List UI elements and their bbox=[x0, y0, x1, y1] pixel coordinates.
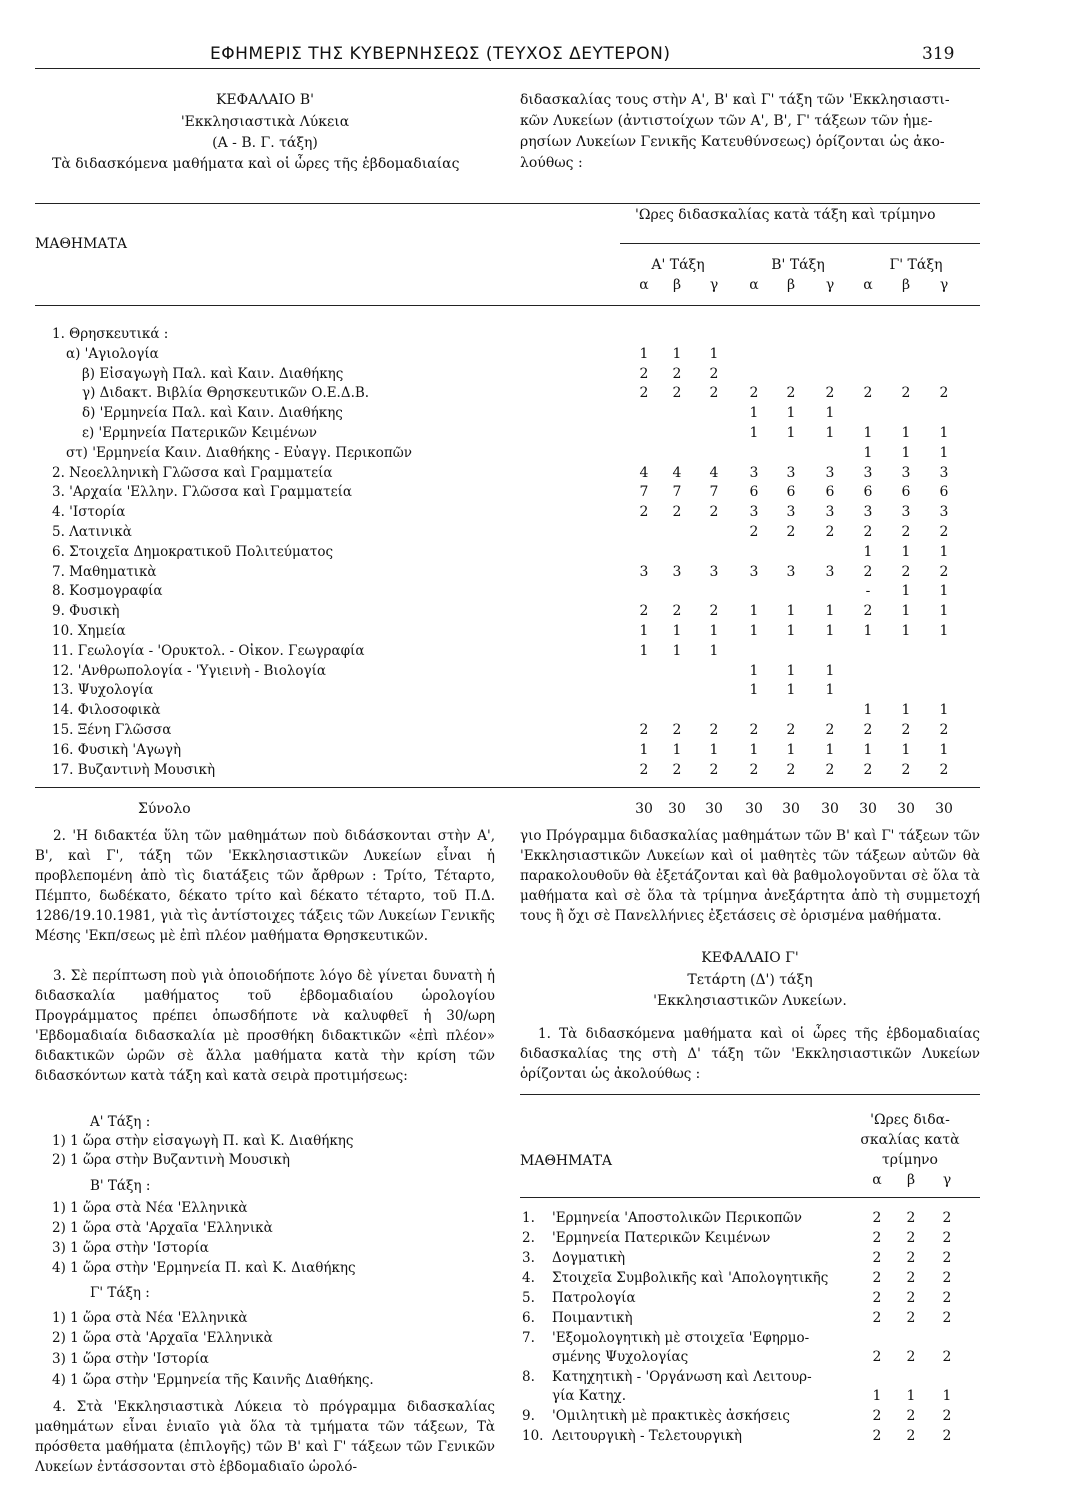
table1-cell: 1 bbox=[672, 623, 682, 639]
table1-row-label: 3. 'Αρχαία 'Ελλην. Γλῶσσα καὶ Γραμματεία bbox=[52, 484, 352, 500]
table1-cell: 3 bbox=[825, 504, 835, 520]
table1-cell: 7 bbox=[709, 484, 719, 500]
table1-cell: 2 bbox=[709, 366, 719, 382]
table1-cell: 2 bbox=[863, 762, 873, 778]
table1-cell: 2 bbox=[825, 722, 835, 738]
table1-cell: 1 bbox=[863, 623, 873, 639]
table1-cell: 2 bbox=[939, 564, 949, 580]
table1-cell: 2 bbox=[901, 385, 911, 401]
table2-cell: 2 bbox=[872, 1230, 882, 1246]
table1-cell: 1 bbox=[901, 623, 911, 639]
table1-cell: 1 bbox=[709, 346, 719, 362]
table2-cell: 2 bbox=[906, 1270, 916, 1286]
table1-cell: 2 bbox=[639, 603, 649, 619]
table1-term-header: γ bbox=[825, 277, 835, 293]
table2-term-header: α bbox=[872, 1172, 882, 1188]
table1-row-label: δ) 'Ερμηνεία Παλ. καὶ Καιν. Διαθήκης bbox=[82, 405, 343, 421]
table2-row-number: 2. bbox=[522, 1230, 535, 1246]
table1-cell: 4 bbox=[709, 465, 719, 481]
chapter-b-intro: Τὰ διδασκόμενα μαθήματα καὶ οἱ ὧρες τῆς ἑβδομαδιαίας bbox=[52, 156, 460, 172]
table2-term-header: β bbox=[906, 1172, 916, 1188]
table1-cell: 2 bbox=[639, 762, 649, 778]
table2-cell: 2 bbox=[906, 1408, 916, 1424]
table1-cell: 1 bbox=[749, 603, 759, 619]
table1-cell: 1 bbox=[786, 742, 796, 758]
table1-cell: 1 bbox=[786, 425, 796, 441]
grade-b-item: 2) 1 ὥρα στὰ 'Αρχαῖα 'Ελληνικὰ bbox=[52, 1220, 273, 1236]
grade-c-item: 4) 1 ὥρα στὴν 'Ερμηνεία τῆς Καινῆς Διαθήκης. bbox=[52, 1372, 374, 1388]
table1-cell: 2 bbox=[786, 722, 796, 738]
table1-term-header: α bbox=[639, 277, 649, 293]
table1-cell: 2 bbox=[901, 762, 911, 778]
table2-row-number: 3. bbox=[522, 1250, 535, 1266]
table1-cell: 1 bbox=[639, 643, 649, 659]
table2-hours-header-line: 'Ωρες διδα- bbox=[870, 1112, 950, 1128]
table2-row-number: 4. bbox=[522, 1270, 535, 1286]
table1-term-header: γ bbox=[939, 277, 949, 293]
table1-cell: 2 bbox=[709, 385, 719, 401]
table1-cell: 1 bbox=[639, 742, 649, 758]
table1-cell: 1 bbox=[825, 425, 835, 441]
chapter-c-sub1: Τετάρτη (Δ') τάξη bbox=[687, 972, 813, 988]
table1-cell: 2 bbox=[672, 504, 682, 520]
table2-cell: 2 bbox=[872, 1349, 882, 1365]
table1-cell: 6 bbox=[786, 484, 796, 500]
table1-cell: 1 bbox=[901, 583, 911, 599]
table1-cell: 2 bbox=[672, 762, 682, 778]
table1-cell: 1 bbox=[639, 346, 649, 362]
table1-cell: 1 bbox=[939, 445, 949, 461]
table1-cell: 3 bbox=[709, 564, 719, 580]
paragraph-3: 3. Σὲ περίπτωση ποὺ γιὰ ὁποιοδήποτε λόγο δὲ γίνεται δυνατὴ ἡ διδασκαλία μαθήματος τοῦ ἑβδομαδιαίου ὡρολογίου Προγράμματος πρέπει ὁπωσδήποτε νὰ καλυφθεῖ ἡ 30/ωρη 'Εβδομαδιαία διδασκαλία μὲ προσθήκη διδακτικῶν «ἐπὶ πλέον» διδακτικῶν ὡρῶν σὲ ἄλλα μαθήματα κατὰ τὴν κρίση τῶν διδασκόντων κατὰ τάξη καὶ κατὰ σειρὰ προτιμήσεως: bbox=[35, 968, 495, 1084]
table1-cell: 7 bbox=[639, 484, 649, 500]
table1-cell: 2 bbox=[709, 504, 719, 520]
grade-c-item: 3) 1 ὥρα στὴν 'Ιστορία bbox=[52, 1351, 209, 1367]
chapter-c-sub2: 'Εκκλησιαστικῶν Λυκείων. bbox=[653, 993, 847, 1009]
table2-row-number: 8. bbox=[522, 1369, 535, 1385]
table2-row-label: Λειτουργικὴ - Τελετουργικὴ bbox=[552, 1428, 742, 1444]
table1-cell: 1 bbox=[901, 603, 911, 619]
table1-term-header: α bbox=[749, 277, 759, 293]
table1-cell: 1 bbox=[901, 425, 911, 441]
table1-cell: 1 bbox=[825, 603, 835, 619]
table1-cell: 2 bbox=[786, 762, 796, 778]
table2-cell: 2 bbox=[906, 1230, 916, 1246]
table1-grade-c: Γ' Τάξη bbox=[889, 257, 943, 273]
table1-cell: 2 bbox=[825, 762, 835, 778]
table1-bottom-rule bbox=[35, 787, 980, 788]
table2-row-label: Ποιμαντικὴ bbox=[552, 1310, 633, 1326]
table1-cell: 1 bbox=[749, 682, 759, 698]
table2-row-label: Κατηχητικὴ - 'Οργάνωση καὶ Λειτουρ- bbox=[552, 1369, 812, 1385]
table1-cell: 1 bbox=[786, 603, 796, 619]
table1-row-label: β) Εἰσαγωγὴ Παλ. καὶ Καιν. Διαθήκης bbox=[82, 366, 344, 382]
chapter-c-heading: ΚΕΦΑΛΑΙΟ Γ' bbox=[701, 950, 799, 966]
table1-cell: 2 bbox=[639, 366, 649, 382]
chapter-c-paragraph-1: 1. Τὰ διδασκόμενα μαθήματα καὶ οἱ ὧρες τῆς ἑβδομαδιαίας διδασκαλίας της στὴ Δ' τάξη τῶν 'Εκκλησιαστικῶν Λυκείων ὁρίζονται ὡς ἀκολούθως : bbox=[520, 1026, 980, 1082]
chapter-b-sub1: 'Εκκλησιαστικὰ Λύκεια bbox=[180, 114, 350, 130]
table2-top-rule bbox=[520, 1094, 980, 1095]
table1-cell: 2 bbox=[863, 385, 873, 401]
table1-row-label: στ) 'Ερμηνεία Καιν. Διαθήκης - Εὐαγγ. Περικοπῶν bbox=[66, 445, 412, 461]
chapter-b-heading: ΚΕΦΑΛΑΙΟ Β' bbox=[215, 92, 315, 108]
table2-cell: 2 bbox=[942, 1250, 952, 1266]
table1-cell: 3 bbox=[786, 465, 796, 481]
table1-term-header: β bbox=[786, 277, 796, 293]
table2-cell: 2 bbox=[942, 1230, 952, 1246]
grade-b-title: Β' Τάξη : bbox=[90, 1178, 151, 1194]
table1-row-label: 5. Λατινικὰ bbox=[52, 524, 132, 540]
table1-cell: 2 bbox=[939, 762, 949, 778]
table2-row-number: 5. bbox=[522, 1290, 535, 1306]
table2-row-number: 9. bbox=[522, 1408, 535, 1424]
table2-cell: 2 bbox=[942, 1428, 952, 1444]
table1-cell: 2 bbox=[639, 504, 649, 520]
table1-cell: 2 bbox=[901, 564, 911, 580]
table1-cell: 1 bbox=[825, 682, 835, 698]
table1-cell: 3 bbox=[939, 465, 949, 481]
table1-top-rule bbox=[35, 203, 980, 204]
grade-b-item: 3) 1 ὥρα στὴν 'Ιστορία bbox=[52, 1240, 209, 1256]
table2-cell: 2 bbox=[942, 1290, 952, 1306]
table1-term-header: β bbox=[672, 277, 682, 293]
table1-cell: 1 bbox=[749, 425, 759, 441]
table1-row-label: 4. 'Ιστορία bbox=[52, 504, 126, 520]
grade-c-item: 1) 1 ὥρα στὰ Νέα 'Ελληνικὰ bbox=[52, 1310, 248, 1326]
table1-row-label: 2. Νεοελληνικὴ Γλῶσσα καὶ Γραμματεία bbox=[52, 465, 333, 481]
grade-c-title: Γ' Τάξη : bbox=[90, 1285, 150, 1301]
intro-right-line: λούθως : bbox=[520, 155, 583, 171]
table2-cell: 2 bbox=[872, 1310, 882, 1326]
table2-row-label: Πατρολογία bbox=[552, 1290, 636, 1306]
table2-cell: 2 bbox=[872, 1270, 882, 1286]
intro-right-line: κῶν Λυκείων (ἀντιστοίχων τῶν Α', Β', Γ' τάξεων τῶν ἡμε- bbox=[520, 113, 933, 129]
table1-term-header: β bbox=[901, 277, 911, 293]
table1-cell: 1 bbox=[672, 346, 682, 362]
table1-cell: 1 bbox=[863, 425, 873, 441]
table1-cell: 2 bbox=[863, 722, 873, 738]
table1-cell: 3 bbox=[639, 564, 649, 580]
table1-cell: 2 bbox=[939, 722, 949, 738]
table1-cell: 1 bbox=[863, 445, 873, 461]
table1-row-label: ε) 'Ερμηνεία Πατερικῶν Κειμένων bbox=[82, 425, 317, 441]
grade-a-item: 1) 1 ὥρα στὴν εἰσαγωγὴ Π. καὶ Κ. Διαθήκης bbox=[52, 1133, 354, 1149]
table1-cell: 3 bbox=[749, 465, 759, 481]
table1-col-label: ΜΑΘΗΜΑΤΑ bbox=[35, 236, 128, 252]
table1-cell: 3 bbox=[825, 465, 835, 481]
table1-cell: 2 bbox=[639, 385, 649, 401]
table2-row-label: σμένης Ψυχολογίας bbox=[552, 1349, 689, 1365]
table2-row-number: 1. bbox=[522, 1210, 535, 1226]
table1-cell: 1 bbox=[939, 742, 949, 758]
table2-row-number: 7. bbox=[522, 1330, 535, 1346]
table1-cell: 2 bbox=[786, 385, 796, 401]
table1-cell: 6 bbox=[939, 484, 949, 500]
table2-cell: 1 bbox=[872, 1388, 882, 1404]
table1-row-label: 13. Ψυχολογία bbox=[52, 682, 154, 698]
table1-total-cell: 30 bbox=[635, 801, 653, 817]
table1-row-label: γ) Διδακτ. Βιβλία Θρησκευτικῶν Ο.Ε.Δ.Β. bbox=[82, 385, 370, 401]
table1-cell: 2 bbox=[672, 603, 682, 619]
table1-cell: 2 bbox=[672, 366, 682, 382]
table1-cell: 3 bbox=[786, 504, 796, 520]
table2-cell: 2 bbox=[942, 1408, 952, 1424]
table1-cell: 2 bbox=[901, 722, 911, 738]
table1-cell: 3 bbox=[939, 504, 949, 520]
table1-cell: 1 bbox=[825, 663, 835, 679]
table1-cell: 1 bbox=[709, 643, 719, 659]
paragraph-4: 4. Στὰ 'Εκκλησιαστικὰ Λύκεια τὸ πρόγραμμα διδασκαλίας μαθημάτων εἶναι ἑνιαῖο γιὰ ὅλα τὰ τμήματα τῶν τάξεων, Τὰ πρόσθετα μαθήματα (ἐπιλογῆς) τῶν Β' καὶ Γ' τάξεων τῶν Γενικῶν Λυκείων ἐντάσσονται στὸ ἑβδομαδιαῖο ὡρολό- bbox=[35, 1399, 495, 1475]
table1-cell: 2 bbox=[709, 762, 719, 778]
table1-cell: 1 bbox=[749, 623, 759, 639]
table1-cell: 3 bbox=[672, 564, 682, 580]
intro-right-line: ρησίων Λυκείων Γενικῆς Κατευθύνσεως) ὁρίζονται ὡς ἀκο- bbox=[520, 134, 945, 150]
table2-cell: 2 bbox=[906, 1428, 916, 1444]
table1-row-label: 11. Γεωλογία - 'Ορυκτολ. - Οἰκον. Γεωγραφία bbox=[52, 643, 365, 659]
table2-row-label: γία Κατηχ. bbox=[552, 1388, 626, 1404]
table1-cell: 2 bbox=[639, 722, 649, 738]
table1-cell: 2 bbox=[709, 722, 719, 738]
table1-grade-b: Β' Τάξη bbox=[771, 257, 825, 273]
table1-cell: 1 bbox=[825, 405, 835, 421]
table1-cell: 2 bbox=[863, 564, 873, 580]
table1-cell: 1 bbox=[709, 742, 719, 758]
table1-cell: 2 bbox=[672, 722, 682, 738]
table2-cell: 2 bbox=[872, 1408, 882, 1424]
table2-cell: 2 bbox=[942, 1310, 952, 1326]
table2-hours-header-line: τρίμηνο bbox=[882, 1152, 938, 1168]
table1-cell: 3 bbox=[863, 504, 873, 520]
table1-cell: 1 bbox=[901, 445, 911, 461]
table1-row-label: 1. Θρησκευτικά : bbox=[52, 326, 169, 342]
table1-cell: 2 bbox=[863, 603, 873, 619]
table2-row-label: 'Ερμηνεία 'Αποστολικῶν Περικοπῶν bbox=[552, 1210, 802, 1226]
table1-total-cell: 30 bbox=[935, 801, 953, 817]
header-rule bbox=[35, 68, 980, 69]
table1-cell: 1 bbox=[749, 663, 759, 679]
table1-row-label: α) 'Αγιολογία bbox=[66, 346, 159, 362]
table1-cell: 3 bbox=[825, 564, 835, 580]
table1-cell: - bbox=[865, 583, 871, 599]
table1-cell: 2 bbox=[749, 524, 759, 540]
grade-c-item: 2) 1 ὥρα στὰ 'Αρχαῖα 'Ελληνικὰ bbox=[52, 1330, 273, 1346]
table1-hours-rule bbox=[620, 243, 980, 244]
table2-cell: 2 bbox=[906, 1310, 916, 1326]
table2-row-number: 10. bbox=[522, 1428, 544, 1444]
table2-cell: 2 bbox=[872, 1428, 882, 1444]
table1-cell: 2 bbox=[901, 524, 911, 540]
table2-row-label: 'Εξομολογητικὴ μὲ στοιχεῖα 'Εφηρμο- bbox=[552, 1330, 810, 1346]
table1-cell: 1 bbox=[672, 742, 682, 758]
table1-cell: 2 bbox=[709, 603, 719, 619]
table1-cell: 1 bbox=[863, 742, 873, 758]
table2-cell: 2 bbox=[872, 1290, 882, 1306]
table1-cell: 2 bbox=[939, 524, 949, 540]
table1-cell: 2 bbox=[939, 385, 949, 401]
table2-cell: 2 bbox=[872, 1250, 882, 1266]
page-header bbox=[0, 44, 1082, 68]
table2-cell: 2 bbox=[906, 1349, 916, 1365]
table1-cell: 3 bbox=[749, 564, 759, 580]
table1-cell: 1 bbox=[939, 702, 949, 718]
table1-row-label: 14. Φιλοσοφικὰ bbox=[52, 702, 161, 718]
journal-title: ΕΦΗΜΕΡΙΣ ΤΗΣ ΚΥΒΕΡΝΗΣΕΩΣ (ΤΕΥΧΟΣ ΔΕΥΤΕΡΟΝ) bbox=[210, 44, 671, 64]
paragraph-continuation: γιο Πρόγραμμα διδασκαλίας μαθημάτων τῶν Β' καὶ Γ' τάξεων τῶν 'Εκκλησιαστικῶν Λυκείων καὶ οἱ μαθητὲς τῶν τάξεων αὐτῶν θὰ παρακολουθοῦν θὰ ἐξετάζονται καὶ θὰ βαθμολογοῦνται σὲ ὅλα τὰ μαθήματα καὶ σὲ ὅλα τὰ τρίμηνα ἀνεξάρτητα ἀπὸ τὴ συμμετοχή τους ἢ ὄχι σὲ Πανελλήνιες ἐξετάσεις σὲ ὁρισμένα μαθήματα. bbox=[520, 828, 980, 924]
table1-cell: 6 bbox=[863, 484, 873, 500]
table1-total-cell: 30 bbox=[859, 801, 877, 817]
table1-cell: 3 bbox=[901, 504, 911, 520]
table2-header-rule bbox=[520, 1197, 980, 1198]
table2-cell: 2 bbox=[872, 1210, 882, 1226]
table1-term-header: α bbox=[863, 277, 873, 293]
table1-cell: 1 bbox=[749, 405, 759, 421]
table1-cell: 1 bbox=[639, 623, 649, 639]
table1-cell: 7 bbox=[672, 484, 682, 500]
table1-row-label: 17. Βυζαντινὴ Μουσικὴ bbox=[52, 762, 216, 778]
table1-total-cell: 30 bbox=[668, 801, 686, 817]
table1-cell: 1 bbox=[825, 742, 835, 758]
table1-cell: 4 bbox=[672, 465, 682, 481]
table1-term-header: γ bbox=[709, 277, 719, 293]
table2-cell: 1 bbox=[906, 1388, 916, 1404]
table1-cell: 2 bbox=[749, 762, 759, 778]
table1-total-cell: 30 bbox=[782, 801, 800, 817]
table1-row-label: 15. Ξένη Γλῶσσα bbox=[52, 722, 172, 738]
table1-cell: 1 bbox=[939, 425, 949, 441]
table1-cell: 1 bbox=[863, 702, 873, 718]
table1-total-cell: 30 bbox=[745, 801, 763, 817]
table1-row-label: 8. Κοσμογραφία bbox=[52, 583, 163, 599]
table2-term-header: γ bbox=[942, 1172, 952, 1188]
table1-total-label: Σύνολο bbox=[138, 801, 191, 817]
table1-cell: 2 bbox=[825, 524, 835, 540]
table2-row-label: 'Ομιλητικὴ μὲ πρακτικὲς ἀσκήσεις bbox=[552, 1408, 790, 1424]
table1-cell: 3 bbox=[901, 465, 911, 481]
table1-cell: 6 bbox=[825, 484, 835, 500]
table1-cell: 2 bbox=[749, 722, 759, 738]
table1-total-cell: 30 bbox=[897, 801, 915, 817]
table1-header-rule bbox=[35, 305, 980, 306]
table1-cell: 2 bbox=[863, 524, 873, 540]
table1-cell: 1 bbox=[901, 544, 911, 560]
chapter-b-sub2: (Α - Β. Γ. τάξη) bbox=[212, 135, 318, 151]
paragraph-2: 2. 'Η διδακτέα ὕλη τῶν μαθημάτων ποὺ διδάσκονται στὴν Α', Β', καὶ Γ', τάξη τῶν 'Εκκλησιαστικῶν Λυκείων εἶναι ἡ προβλεπομένη ἀπὸ τὶς διατάξεις τῶν ἄρθρων : Τρίτο, Τέταρτο, Πέμπτο, δωδέκατο, δέκατο τρίτο καὶ δέκατο τέταρτο, τοῦ Π.Δ. 1286/19.10.1981, γιὰ τὶς ἀντίστοιχες τάξεις τῶν Λυκείων Γενικῆς Μέσης 'Εκπ/σεως μὲ ἐπὶ πλέον μαθήματα Θρησκευτικῶν. bbox=[35, 828, 495, 944]
table1-total-cell: 30 bbox=[705, 801, 723, 817]
grade-b-item: 1) 1 ὥρα στὰ Νέα 'Ελληνικὰ bbox=[52, 1200, 248, 1216]
table1-cell: 1 bbox=[939, 603, 949, 619]
table2-row-label: Στοιχεῖα Συμβολικῆς καὶ 'Απολογητικῆς bbox=[552, 1270, 829, 1286]
grade-b-item: 4) 1 ὥρα στὴν 'Ερμηνεία Π. καὶ Κ. Διαθήκης bbox=[52, 1260, 356, 1276]
table1-cell: 2 bbox=[672, 385, 682, 401]
table1-cell: 6 bbox=[749, 484, 759, 500]
table1-grade-a: Α' Τάξη bbox=[651, 257, 705, 273]
table1-row-label: 10. Χημεία bbox=[52, 623, 126, 639]
table1-row-label: 6. Στοιχεῖα Δημοκρατικοῦ Πολιτεύματος bbox=[52, 544, 334, 560]
table1-row-label: 7. Μαθηματικὰ bbox=[52, 564, 157, 580]
table1-total-cell: 30 bbox=[821, 801, 839, 817]
table1-cell: 1 bbox=[863, 544, 873, 560]
table1-cell: 4 bbox=[639, 465, 649, 481]
table2-hours-header-line: σκαλίας κατὰ bbox=[860, 1132, 960, 1148]
grade-a-item: 2) 1 ὥρα στὴν Βυζαντινὴ Μουσικὴ bbox=[52, 1152, 290, 1168]
table1-cell: 1 bbox=[786, 405, 796, 421]
table2-cell: 2 bbox=[942, 1349, 952, 1365]
table2-cell: 2 bbox=[942, 1210, 952, 1226]
table2-col-label: ΜΑΘΗΜΑΤΑ bbox=[520, 1153, 613, 1169]
table1-hours-header: 'Ωρες διδασκαλίας κατὰ τάξη καὶ τρίμηνο bbox=[635, 207, 936, 223]
table1-cell: 1 bbox=[825, 623, 835, 639]
grade-a-title: Α' Τάξη : bbox=[90, 1114, 151, 1130]
table1-cell: 1 bbox=[672, 643, 682, 659]
table1-cell: 1 bbox=[939, 544, 949, 560]
table2-row-label: Δογματικὴ bbox=[552, 1250, 626, 1266]
table2-cell: 2 bbox=[906, 1210, 916, 1226]
table2-cell: 2 bbox=[942, 1270, 952, 1286]
table1-cell: 1 bbox=[786, 663, 796, 679]
table2-cell: 2 bbox=[906, 1290, 916, 1306]
table2-cell: 1 bbox=[942, 1388, 952, 1404]
table1-cell: 1 bbox=[939, 623, 949, 639]
table1-cell: 1 bbox=[786, 623, 796, 639]
table2-row-number: 6. bbox=[522, 1310, 535, 1326]
intro-right-line: διδασκαλίας τους στὴν Α', Β' καὶ Γ' τάξη τῶν 'Εκκλησιαστι- bbox=[520, 92, 950, 108]
table1-cell: 1 bbox=[939, 583, 949, 599]
table1-cell: 1 bbox=[709, 623, 719, 639]
table2-row-label: 'Ερμηνεία Πατερικῶν Κειμένων bbox=[552, 1230, 771, 1246]
table1-cell: 3 bbox=[749, 504, 759, 520]
table1-row-label: 16. Φυσικὴ 'Αγωγὴ bbox=[52, 742, 182, 758]
table1-cell: 3 bbox=[863, 465, 873, 481]
table1-cell: 1 bbox=[786, 682, 796, 698]
table1-cell: 1 bbox=[901, 742, 911, 758]
table1-cell: 2 bbox=[786, 524, 796, 540]
table1-row-label: 12. 'Ανθρωπολογία - 'Υγιεινὴ - Βιολογία bbox=[52, 663, 327, 679]
table1-cell: 2 bbox=[825, 385, 835, 401]
table1-cell: 6 bbox=[901, 484, 911, 500]
table1-cell: 3 bbox=[786, 564, 796, 580]
table2-cell: 2 bbox=[906, 1250, 916, 1266]
table1-cell: 2 bbox=[749, 385, 759, 401]
table1-row-label: 9. Φυσικὴ bbox=[52, 603, 120, 619]
table1-cell: 1 bbox=[749, 742, 759, 758]
page-number: 319 bbox=[922, 44, 955, 64]
table1-cell: 1 bbox=[901, 702, 911, 718]
